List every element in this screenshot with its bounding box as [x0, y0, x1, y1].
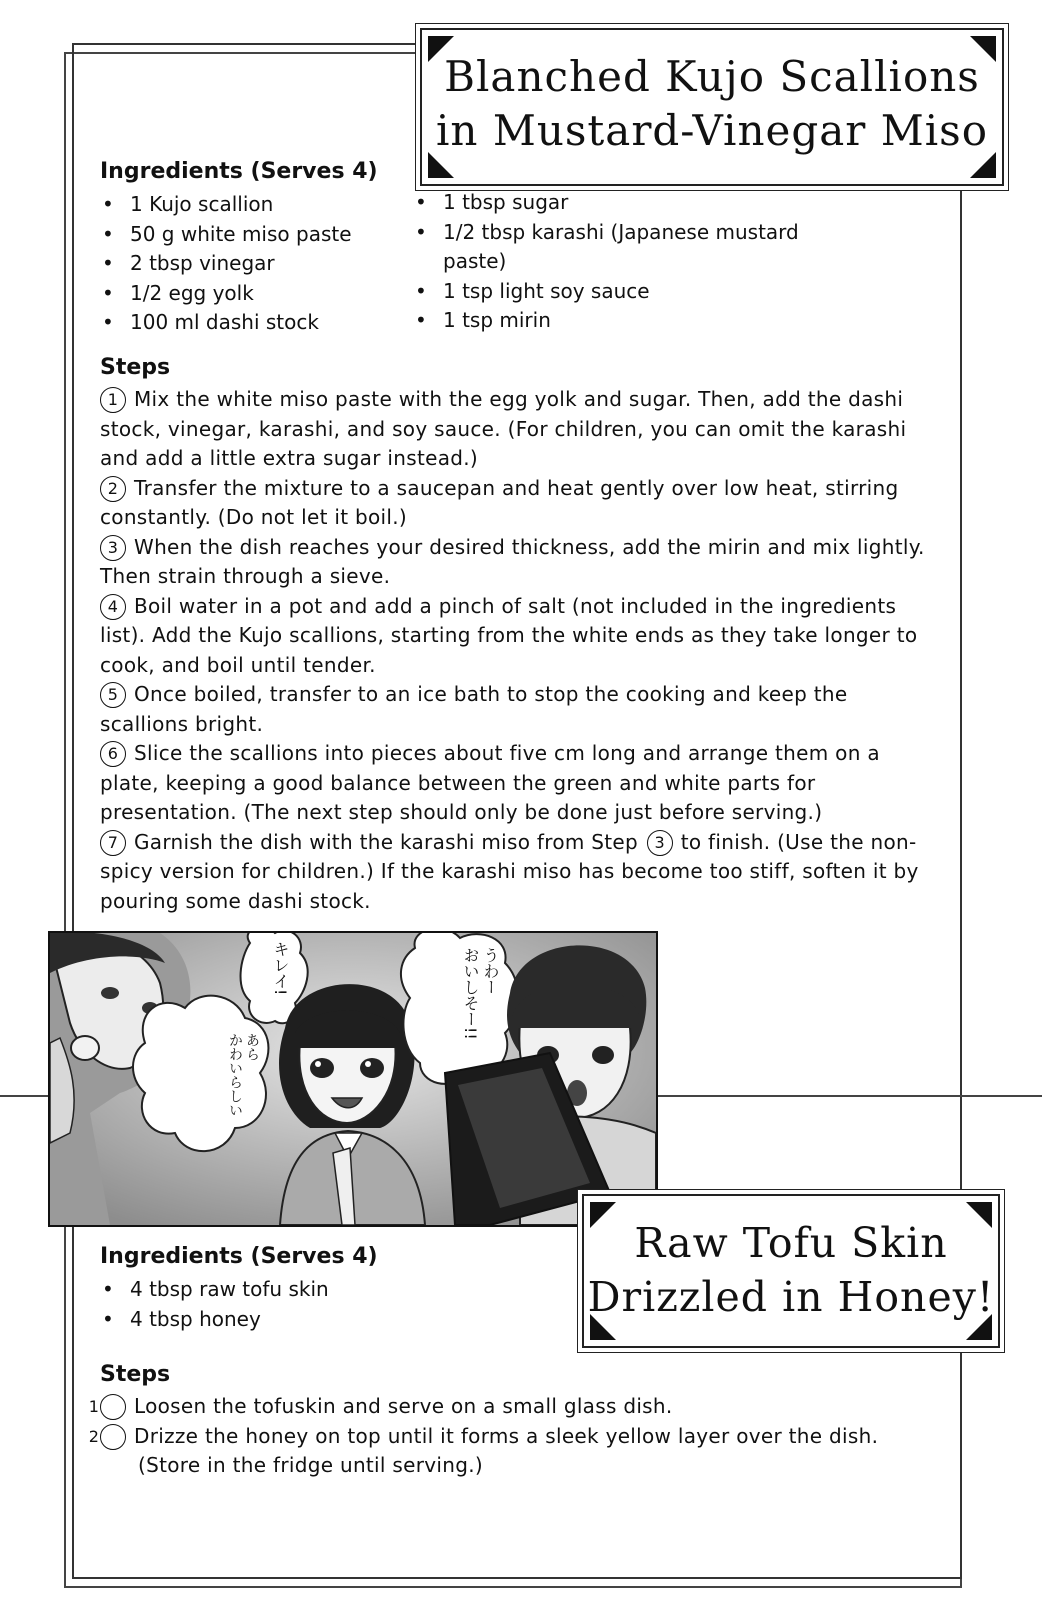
ingredient-item: • 4 tbsp raw tofu skin [100, 1275, 500, 1305]
divider-line-right [656, 1095, 1042, 1097]
recipe1-ingredients-heading: Ingredients (Serves 4) [100, 159, 378, 184]
manga-illustration [50, 933, 656, 1225]
step-number: 5 [100, 682, 126, 708]
ingredient-item: • 1 tbsp sugar [413, 188, 833, 218]
step-text: Drizze the honey on top until it forms a sleek yellow layer over the dish. (Store in the fridge until serving.) [134, 1423, 879, 1477]
step-number: 3 [100, 535, 126, 561]
recipe2-title-box [582, 1194, 1000, 1348]
ingredient-item: • 1 tsp light soy sauce [413, 277, 833, 307]
bubble-text: キレイ! [271, 941, 290, 996]
speech-bubble-left [200, 1033, 260, 1143]
recipe2-title-line: Raw Tofu Skin [634, 1219, 948, 1267]
manga-panel [48, 931, 658, 1227]
step-text: to finish. (Use the non-spicy version for children.) If the karashi miso has become too stiff, soften it by pouring some dashi stock. [100, 829, 919, 913]
step-item [100, 592, 942, 681]
step-item [100, 474, 942, 533]
divider-line-left [0, 1095, 48, 1097]
ingredient-item: • 50 g white miso paste [100, 220, 400, 250]
step-number: 1 [100, 1394, 126, 1420]
step-item [88, 1422, 900, 1481]
speech-bubble-right [430, 947, 500, 1077]
bubble-text: おいしそー!! [461, 947, 480, 1040]
step-text: Loosen the tofuskin and serve on a small glass dish. [134, 1394, 673, 1418]
ingredient-item: • 100 ml dashi stock [100, 308, 400, 338]
step-text: Garnish the dish with the karashi miso from Step [134, 829, 639, 854]
recipe1-title [422, 50, 1002, 158]
recipe2-title-line: Drizzled in Honey! [587, 1273, 995, 1321]
step-text: Transfer the mixture to a saucepan and heat gently over low heat, stirring constantly. (Do not let it boil.) [100, 475, 899, 529]
step-reference-number: 3 [647, 830, 673, 856]
step-text: Slice the scallions into pieces about five cm long and arrange them on a plate, keeping a good balance between the green and white parts for presentation. (The next step should only be done just before serving.) [100, 741, 880, 824]
step-number: 2 [100, 1424, 126, 1450]
recipe2-ingredients-heading: Ingredients (Serves 4) [100, 1244, 378, 1269]
step-item [100, 385, 942, 474]
recipe1-steps [100, 385, 942, 916]
step-item [100, 828, 942, 917]
recipe1-title-box [420, 28, 1004, 186]
step-number: 6 [100, 741, 126, 767]
ingredient-item: • 1 Kujo scallion [100, 190, 400, 220]
recipe1-ingredients-left [100, 190, 400, 338]
speech-bubble-middle [260, 941, 290, 1026]
recipe1-steps-heading: Steps [100, 355, 171, 380]
ingredient-item: • 1/2 tbsp karashi (Japanese mustard paste) [413, 218, 833, 277]
bubble-text: あら [244, 1033, 260, 1061]
step-text: Once boiled, transfer to an ice bath to stop the cooking and keep the scallions bright. [100, 682, 848, 736]
recipe2-steps-heading: Steps [100, 1362, 171, 1387]
step-item [100, 680, 942, 739]
recipe1-title-line: in Mustard-Vinegar Miso [435, 106, 989, 155]
recipe2-ingredients [100, 1275, 500, 1334]
step-text: When the dish reaches your desired thickness, add the mirin and mix lightly. Then strain through a sieve. [100, 534, 925, 588]
step-number: 1 [100, 387, 126, 413]
bubble-text: かわいらしい [227, 1033, 243, 1117]
recipe1-title-line: Blanched Kujo Scallions [444, 52, 980, 101]
step-item [88, 1392, 900, 1422]
step-number: 4 [100, 594, 126, 620]
bubble-text: うわー [481, 947, 500, 995]
recipe2-steps [88, 1392, 900, 1481]
step-number: 7 [100, 830, 126, 856]
recipe2-title [584, 1216, 998, 1324]
step-number: 2 [100, 476, 126, 502]
ingredient-item: • 1/2 egg yolk [100, 279, 400, 309]
recipe1-ingredients-right [413, 188, 833, 336]
ingredient-item: • 1 tsp mirin [413, 306, 833, 336]
step-item [100, 533, 942, 592]
step-text: Mix the white miso paste with the egg yolk and sugar. Then, add the dashi stock, vinegar, karashi, and soy sauce. (For children, you can omit the karashi and add a little extra sugar instead.) [100, 387, 907, 470]
step-item [100, 739, 942, 828]
ingredient-item: • 4 tbsp honey [100, 1305, 500, 1335]
ingredient-item: • 2 tbsp vinegar [100, 249, 400, 279]
step-text: Boil water in a pot and add a pinch of salt (not included in the ingredients list). Add the Kujo scallions, starting from the white ends as they take longer to cook, and boil until tender. [100, 593, 918, 677]
